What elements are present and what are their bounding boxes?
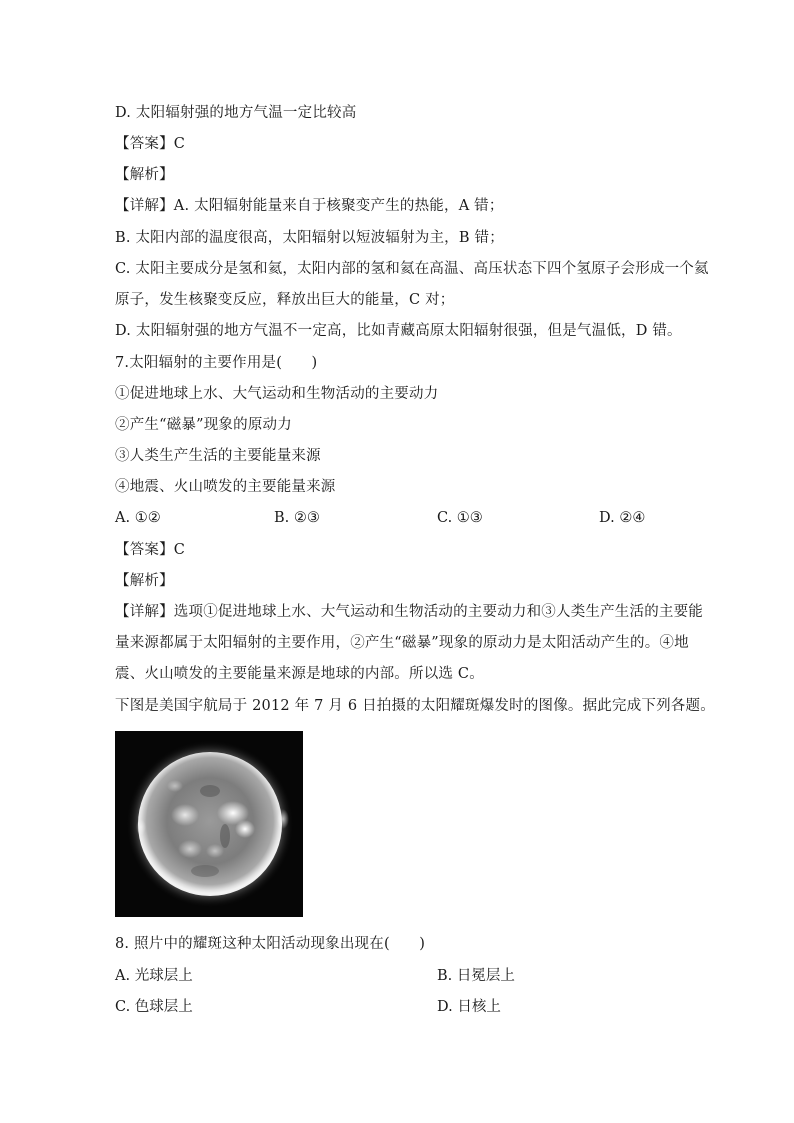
- q6-detail-line-3b: 原子，发生核聚变反应，释放出巨大的能量，C 对；: [115, 292, 455, 308]
- q7-option-c: C. ①③: [437, 510, 483, 526]
- figure-intro: 下图是美国宇航局于 2012 年 7 月 6 日拍摄的太阳耀斑爆发时的图像。据此完成下列各题。: [115, 698, 715, 714]
- q7-option-a: A. ①②: [115, 510, 161, 526]
- q6-detail-line-4: D. 太阳辐射强的地方气温不一定高，比如青藏高原太阳辐射很强，但是气温低，D 错。: [115, 323, 682, 339]
- q6-analysis-heading: 【解析】: [115, 167, 174, 183]
- q7-stem: 7.太阳辐射的主要作用是( ): [115, 355, 318, 371]
- q7-item-3: ③人类生产生活的主要能量来源: [115, 448, 321, 464]
- q7-answer: 【答案】C: [115, 542, 186, 558]
- q7-detail-line-2: 量来源都属于太阳辐射的主要作用，②产生“磁暴”现象的原动力是太阳活动产生的。④地: [115, 635, 689, 651]
- q7-option-d: D. ②④: [599, 510, 646, 526]
- q7-item-2: ②产生“磁暴”现象的原动力: [115, 417, 292, 433]
- q8-option-c: C. 色球层上: [115, 999, 193, 1015]
- q7-detail-line-1: 【详解】选项①促进地球上水、大气运动和生物活动的主要动力和③人类生产生活的主要能: [115, 604, 703, 620]
- q6-answer: 【答案】C: [115, 136, 186, 152]
- q6-option-d: D. 太阳辐射强的地方气温一定比较高: [115, 105, 357, 121]
- q7-option-b: B. ②③: [274, 510, 320, 526]
- q7-detail-line-3: 震、火山喷发的主要能量来源是地球的内部。所以选 C。: [115, 666, 484, 682]
- q6-detail-line-1: 【详解】A. 太阳辐射能量来自于核聚变产生的热能，A 错；: [115, 198, 504, 214]
- q6-detail-line-3a: C. 太阳主要成分是氢和氦，太阳内部的氢和氦在高温、高压状态下四个氢原子会形成一个氦: [115, 261, 709, 277]
- q7-item-1: ①促进地球上水、大气运动和生物活动的主要动力: [115, 386, 439, 402]
- q8-option-b: B. 日冕层上: [437, 968, 515, 984]
- sun-flare-photo: [115, 731, 303, 917]
- q7-analysis-heading: 【解析】: [115, 573, 174, 589]
- q8-option-a: A. 光球层上: [115, 968, 193, 984]
- q8-stem: 8. 照片中的耀斑这种太阳活动现象出现在( ): [115, 936, 426, 952]
- q6-detail-line-2: B. 太阳内部的温度很高，太阳辐射以短波辐射为主，B 错；: [115, 230, 504, 246]
- q8-option-d: D. 日核上: [437, 999, 501, 1015]
- q7-item-4: ④地震、火山喷发的主要能量来源: [115, 479, 336, 495]
